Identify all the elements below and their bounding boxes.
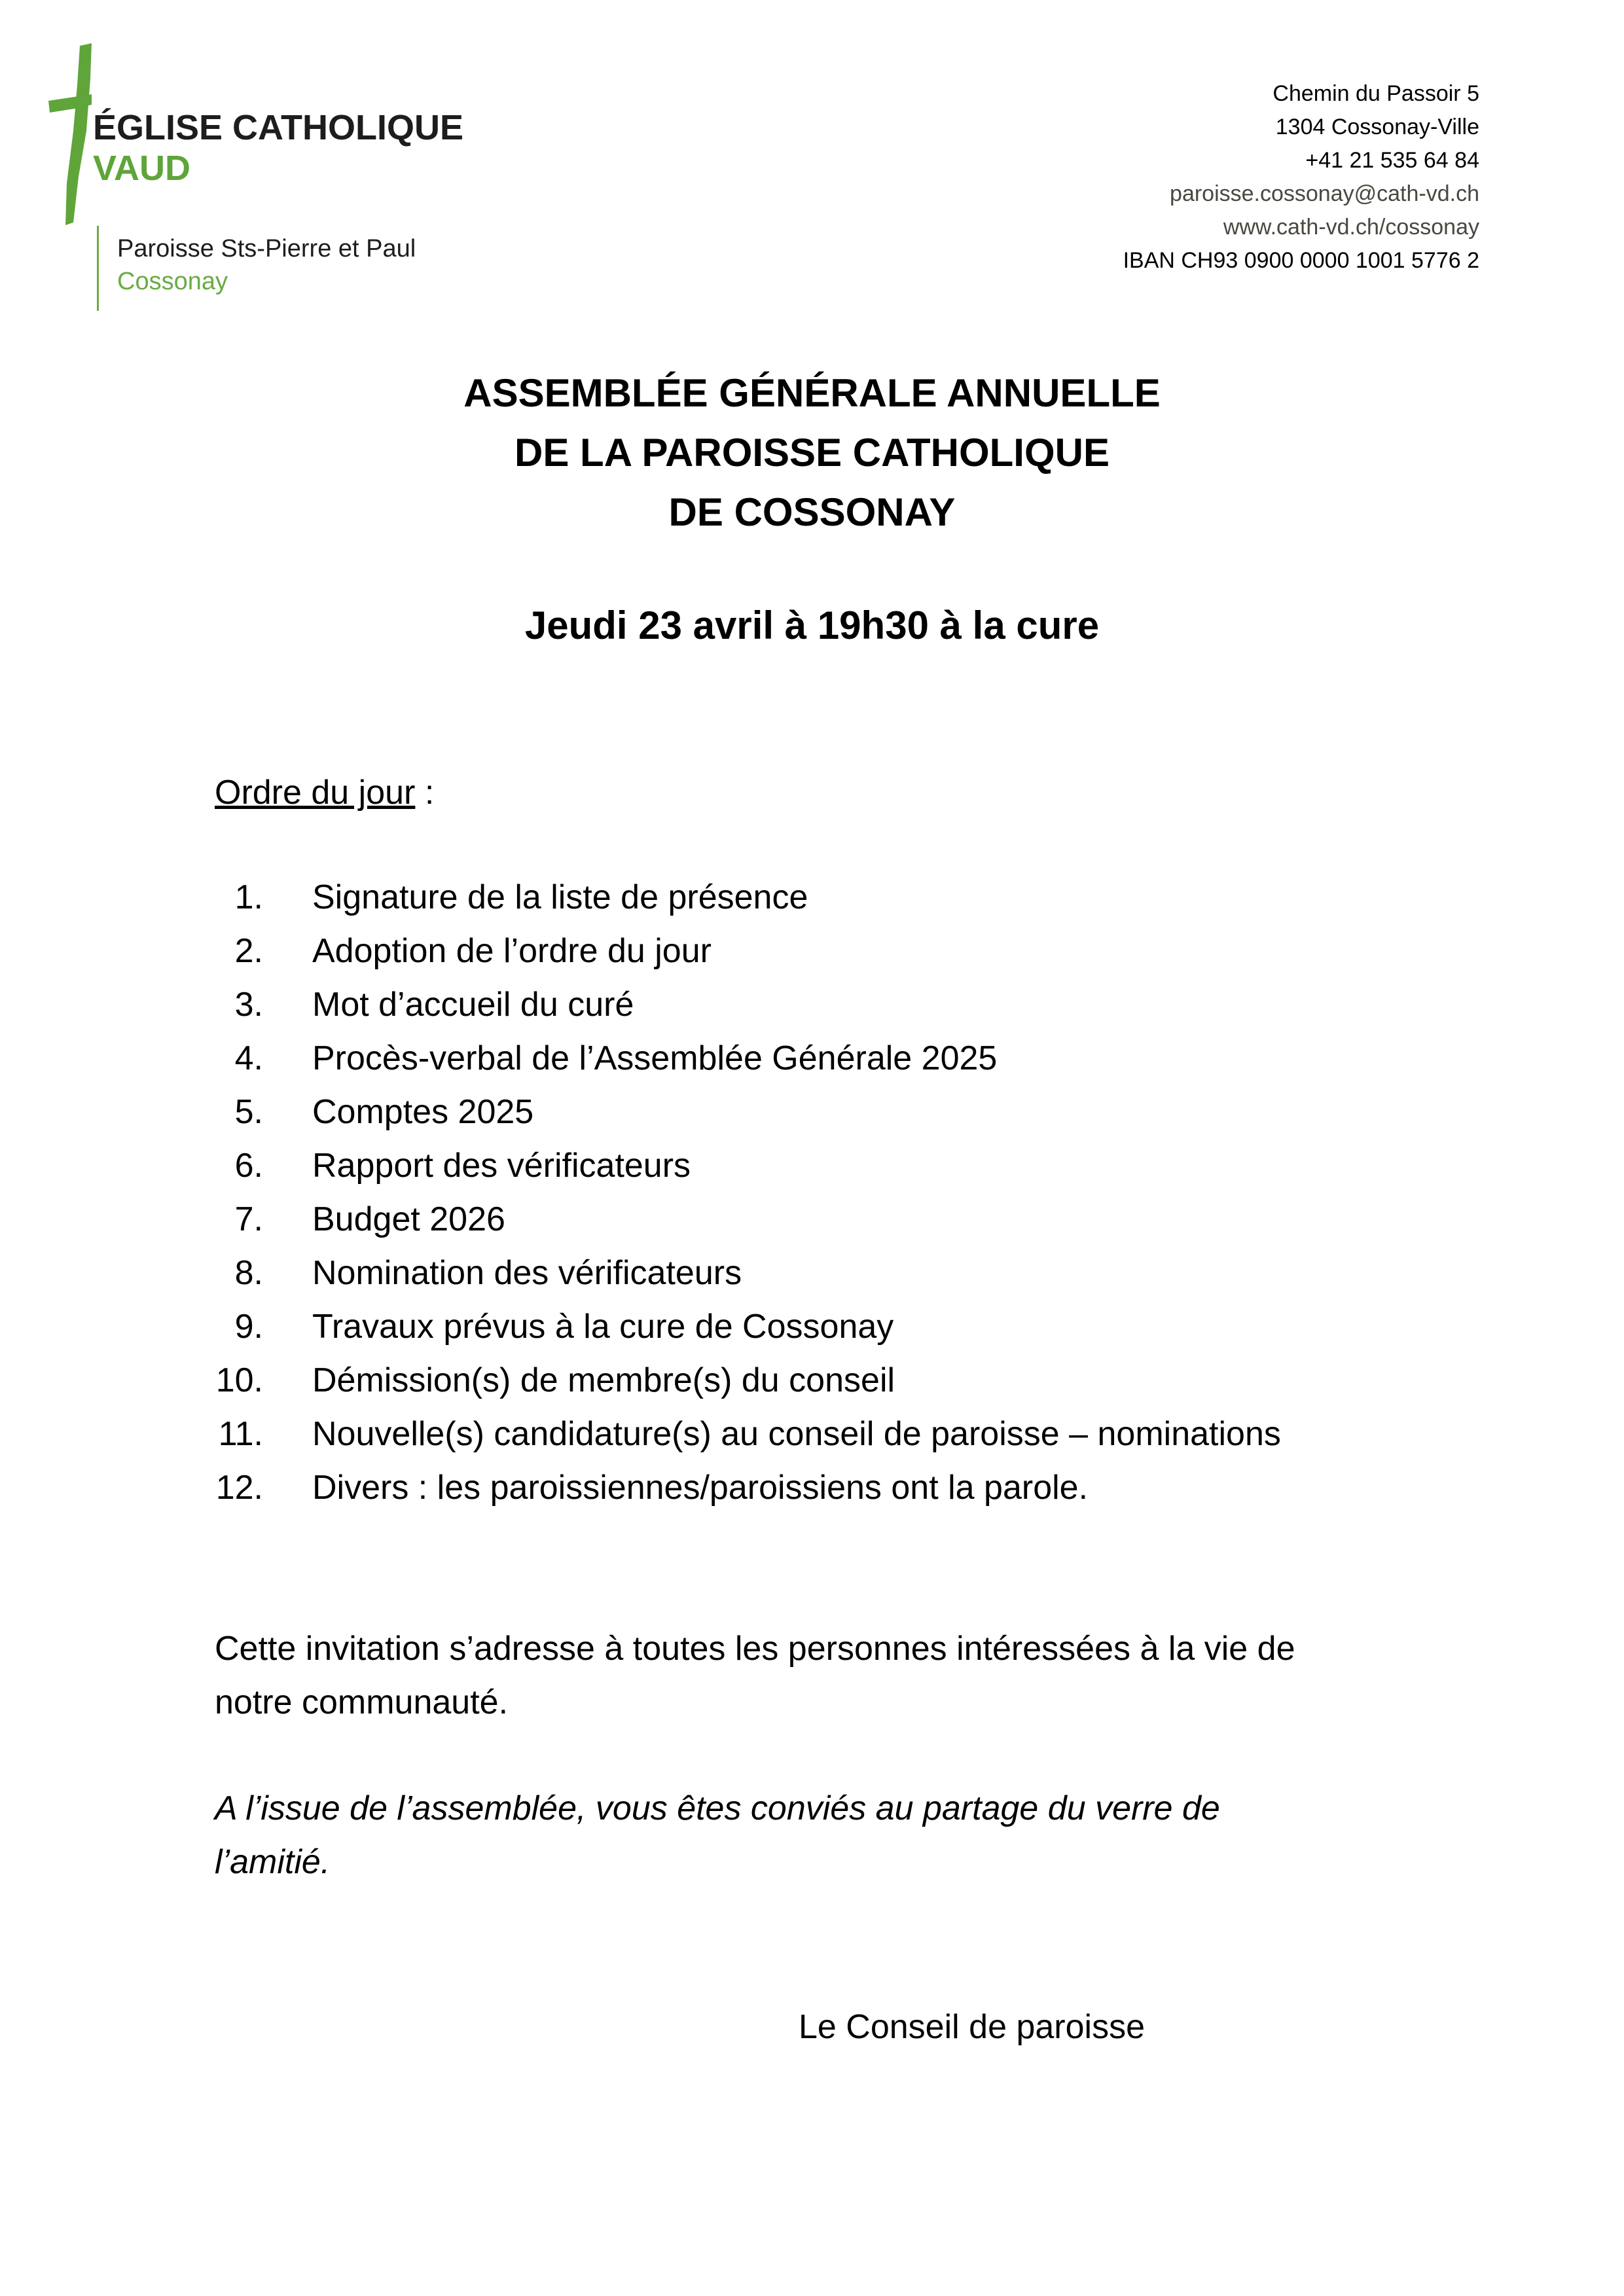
agenda-heading-colon: :	[415, 774, 435, 812]
address-website[interactable]: www.cath-vd.ch/cossonay	[1223, 215, 1479, 240]
agenda-item-number: 12.	[215, 1469, 263, 1507]
agenda-item-text: Comptes 2025	[312, 1093, 534, 1131]
logo-parish-block	[97, 226, 416, 311]
parish-logo	[39, 39, 497, 321]
agenda-item	[185, 924, 1494, 978]
address-block	[956, 77, 1479, 278]
cross-icon	[39, 39, 92, 229]
title-line-1: ASSEMBLÉE GÉNÉRALE ANNUELLE	[463, 371, 1161, 415]
agenda-item	[185, 1193, 1494, 1246]
address-iban: IBAN CH93 0900 0000 1001 5776 2	[1123, 248, 1479, 273]
agenda-item-text: Budget 2026	[312, 1200, 505, 1238]
logo-town: Cossonay	[117, 268, 228, 295]
agenda-item-number: 7.	[234, 1200, 263, 1238]
apero-line-2: l’amitié.	[215, 1843, 331, 1881]
title-line-2: DE LA PAROISSE CATHOLIQUE	[514, 431, 1110, 475]
agenda-list	[185, 870, 1494, 1515]
agenda-item	[185, 1246, 1494, 1300]
signature: Le Conseil de paroisse	[799, 2008, 1145, 2046]
agenda-item-number: 4.	[234, 1039, 263, 1077]
event-date: Jeudi 23 avril à 19h30 à la cure	[524, 603, 1100, 647]
agenda-item-text: Procès-verbal de l’Assemblée Générale 2025	[312, 1039, 998, 1077]
invitation-line-1: Cette invitation s’adresse à toutes les personnes intéressées à la vie de	[215, 1630, 1295, 1668]
document-title	[0, 363, 1624, 655]
agenda-item	[185, 978, 1494, 1031]
agenda-item-text: Mot d’accueil du curé	[312, 986, 634, 1024]
agenda-item-text: Signature de la liste de présence	[312, 878, 808, 916]
agenda-item-number: 3.	[234, 986, 263, 1024]
invitation-line-2: notre communauté.	[215, 1683, 509, 1721]
logo-region: VAUD	[93, 149, 191, 188]
address-city: 1304 Cossonay-Ville	[1275, 115, 1479, 139]
agenda-item-number: 5.	[234, 1093, 263, 1131]
agenda-item-text: Travaux prévus à la cure de Cossonay	[312, 1308, 894, 1346]
agenda-item-number: 10.	[215, 1361, 263, 1399]
apero-paragraph	[215, 1782, 1491, 1889]
agenda-item-text: Rapport des vérificateurs	[312, 1147, 691, 1185]
agenda-heading-text: Ordre du jour	[215, 774, 416, 812]
agenda-heading	[215, 766, 434, 819]
agenda-item	[185, 870, 1494, 924]
agenda-item-text: Démission(s) de membre(s) du conseil	[312, 1361, 895, 1399]
agenda-item-number: 6.	[234, 1147, 263, 1185]
agenda-item	[185, 1407, 1494, 1461]
agenda-item-text: Adoption de l’ordre du jour	[312, 932, 712, 970]
agenda-item	[185, 1461, 1494, 1515]
agenda-item	[185, 1354, 1494, 1407]
agenda-item-number: 8.	[234, 1254, 263, 1292]
logo-title: ÉGLISE CATHOLIQUE	[93, 108, 464, 147]
agenda-item	[185, 1031, 1494, 1085]
address-email[interactable]: paroisse.cossonay@cath-vd.ch	[1170, 181, 1479, 206]
agenda-item-number: 11.	[218, 1415, 263, 1453]
agenda-item-number: 1.	[234, 878, 263, 916]
agenda-item-text: Nouvelle(s) candidature(s) au conseil de paroisse – nominations	[312, 1415, 1281, 1453]
logo-parish-name: Paroisse Sts-Pierre et Paul	[117, 235, 416, 262]
address-street: Chemin du Passoir 5	[1272, 81, 1479, 106]
address-phone: +41 21 535 64 84	[1305, 148, 1479, 173]
agenda-item-number: 9.	[234, 1308, 263, 1346]
agenda-item-text: Divers : les paroissiennes/paroissiens ont la parole.	[312, 1469, 1089, 1507]
apero-line-1: A l’issue de l’assemblée, vous êtes conviés au partage du verre de	[215, 1789, 1220, 1827]
title-line-3: DE COSSONAY	[668, 490, 956, 534]
invitation-paragraph	[215, 1622, 1491, 1729]
agenda-item-text: Nomination des vérificateurs	[312, 1254, 742, 1292]
agenda-item	[185, 1300, 1494, 1354]
agenda-item	[185, 1085, 1494, 1139]
agenda-item-number: 2.	[234, 932, 263, 970]
agenda-item	[185, 1139, 1494, 1193]
logo-wordmark	[93, 107, 492, 188]
